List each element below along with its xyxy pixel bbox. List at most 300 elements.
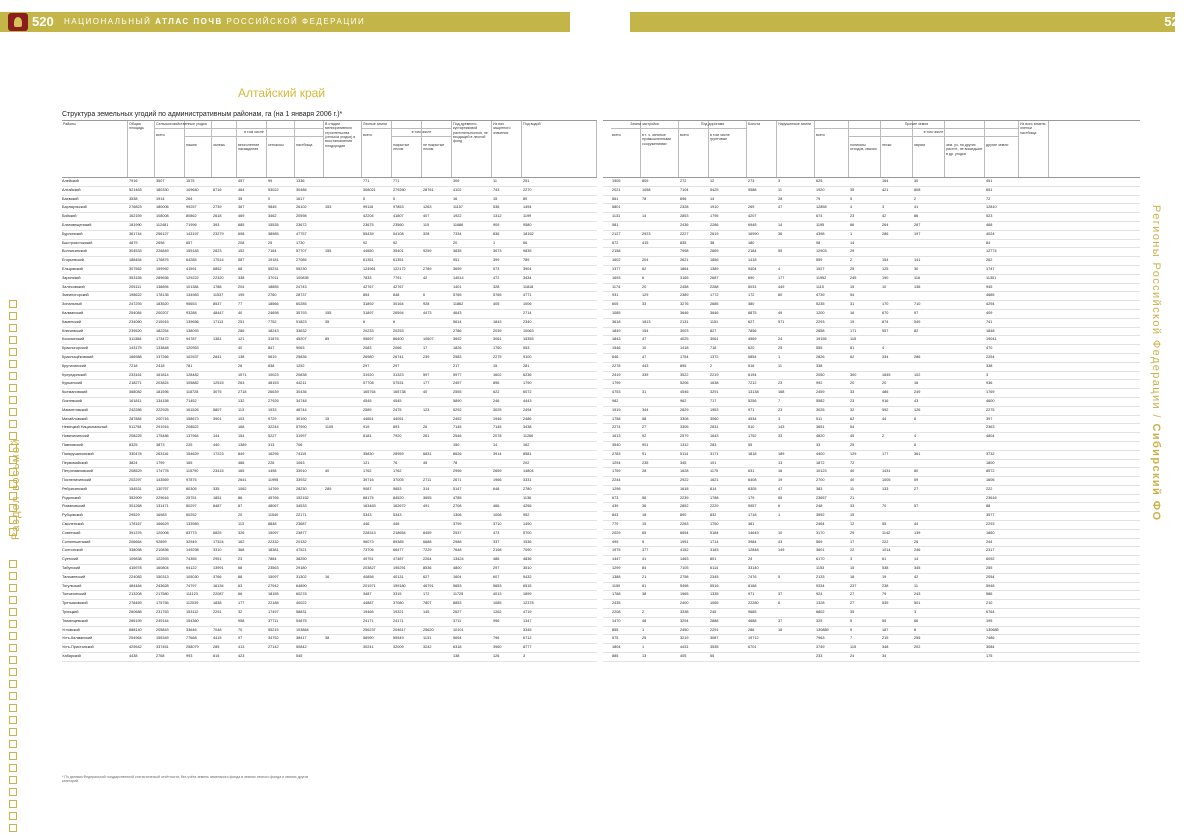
table-cell: 2780 bbox=[523, 486, 532, 491]
table-cell: 2641 bbox=[238, 478, 247, 483]
table-cell: 14 bbox=[778, 222, 783, 227]
table-cell: 6170 bbox=[816, 557, 825, 562]
table-cell: 165 bbox=[238, 469, 245, 474]
header-hayfields: сенокосы bbox=[267, 121, 295, 177]
table-cell: 23616 bbox=[986, 495, 997, 500]
table-cell: 143197 bbox=[186, 231, 199, 236]
table-cell: 3 bbox=[850, 557, 853, 562]
header-roads-dirt: в том числе грунтовые bbox=[709, 121, 747, 177]
table-cell: 1 bbox=[642, 627, 645, 632]
table-cell: 89385 bbox=[393, 539, 404, 544]
district-name: Суетский bbox=[62, 557, 79, 562]
table-cell: 1919 bbox=[612, 407, 621, 412]
table-cell: 20 bbox=[238, 513, 243, 518]
table-cell: 286 bbox=[914, 354, 921, 359]
table-cell: 28959 bbox=[393, 451, 404, 456]
table-cell: 228313 bbox=[363, 530, 376, 535]
district-name: Первомайский bbox=[62, 460, 88, 465]
table-cell: 470 bbox=[986, 346, 993, 351]
table-cell: 2841 bbox=[213, 354, 222, 359]
table-cell: 1 bbox=[642, 645, 645, 650]
table-cell: 286 bbox=[748, 627, 755, 632]
table-cell: 2039 bbox=[493, 328, 502, 333]
header-forested: покрытые лесом bbox=[392, 121, 422, 177]
table-cell: 1772 bbox=[710, 293, 719, 298]
table-cell: 10 bbox=[778, 530, 783, 535]
table-cell: 17514 bbox=[213, 258, 224, 263]
table-cell: 1418 bbox=[680, 346, 689, 351]
table-cell: 138 bbox=[453, 654, 460, 659]
district-name: Барнаульский bbox=[62, 205, 87, 210]
atlas-title-main: АТЛАС ПОЧВ bbox=[155, 17, 223, 26]
district-name: Быстроистокский bbox=[62, 240, 93, 245]
table-cell: 2459 bbox=[816, 390, 825, 395]
table-cell: 23 bbox=[850, 398, 855, 403]
table-cell: 129222 bbox=[186, 275, 199, 280]
table-cell: 4836 bbox=[523, 557, 532, 562]
table-cell: 11725 bbox=[453, 592, 464, 597]
table-cell: 149298 bbox=[186, 548, 199, 553]
table-cell: 338098 bbox=[129, 548, 142, 553]
table-cell: 557 bbox=[882, 328, 889, 333]
table-cell: 1750 bbox=[710, 522, 719, 527]
table-cell: 814 bbox=[710, 486, 717, 491]
table-row bbox=[62, 301, 597, 310]
table-cell: 94787 bbox=[186, 337, 197, 342]
table-cell: 338 bbox=[816, 363, 823, 368]
table-row bbox=[62, 345, 597, 354]
table-cell: 17324 bbox=[213, 539, 224, 544]
table-cell: 3170 bbox=[816, 530, 825, 535]
table-cell: 180330 bbox=[156, 187, 169, 192]
table-cell: 15355 bbox=[523, 337, 534, 342]
table-body-right bbox=[603, 177, 1140, 662]
table-cell: 11 bbox=[778, 363, 782, 368]
table-cell: 165738 bbox=[393, 390, 406, 395]
table-cell: 40 bbox=[850, 478, 855, 483]
table-cell: 6802 bbox=[816, 610, 825, 615]
table-cell: 890 bbox=[680, 513, 687, 518]
table-cell: 7476 bbox=[748, 574, 757, 579]
table-cell: 992 bbox=[816, 381, 823, 386]
table-cell: 2853 bbox=[680, 214, 689, 219]
table-cell: 77 bbox=[238, 302, 243, 307]
table-cell: 361 bbox=[914, 451, 921, 456]
table-cell: 698 bbox=[238, 231, 245, 236]
table-cell: 4443 bbox=[523, 398, 532, 403]
table-cell: 5619 bbox=[268, 354, 277, 359]
table-cell: 120953 bbox=[186, 346, 199, 351]
table-cell: 1768 bbox=[612, 592, 621, 597]
table-cell: 37011 bbox=[268, 275, 279, 280]
table-cell: 3710 bbox=[493, 522, 502, 527]
table-cell: 14804 bbox=[523, 469, 534, 474]
table-row bbox=[603, 477, 1140, 486]
table-cell: 1105 bbox=[325, 425, 334, 430]
table-cell: 130685 bbox=[986, 627, 999, 632]
table-cell: 55215 bbox=[268, 627, 279, 632]
table-cell: 1199 bbox=[523, 214, 532, 219]
table-cell: 286 bbox=[238, 328, 245, 333]
table-cell: 19181 bbox=[268, 258, 279, 263]
table-cell: 1754 bbox=[680, 354, 689, 359]
table-cell: 8168 bbox=[748, 583, 757, 588]
table-cell: 1381 bbox=[213, 337, 222, 342]
table-cell: 1788 bbox=[710, 495, 719, 500]
table-cell: 3766 bbox=[213, 574, 222, 579]
table-cell: 9087 bbox=[363, 486, 372, 491]
table-cell: 14 bbox=[710, 196, 715, 201]
table-cell: 334 bbox=[882, 354, 889, 359]
table-cell: 553 bbox=[523, 346, 530, 351]
table-row bbox=[62, 240, 597, 249]
table-cell: 130889 bbox=[816, 627, 829, 632]
table-cell: 10 bbox=[882, 284, 887, 289]
table-cell: 9835 bbox=[523, 249, 532, 254]
table-cell: 49751 bbox=[363, 557, 374, 562]
table-cell: 103 bbox=[238, 416, 245, 421]
table-cell: 3904 bbox=[523, 266, 532, 271]
table-cell: 936 bbox=[986, 381, 993, 386]
table-row bbox=[62, 187, 597, 196]
table-cell: 5614 bbox=[453, 319, 462, 324]
table-cell: 2988 bbox=[453, 539, 462, 544]
table-cell: 1498 bbox=[268, 469, 277, 474]
table-cell: 4739 bbox=[816, 293, 825, 298]
table-cell: 3291 bbox=[710, 390, 719, 395]
table-cell: 59 bbox=[882, 618, 887, 623]
table-cell: 2278 bbox=[612, 363, 621, 368]
table-cell: 510 bbox=[748, 425, 755, 430]
table-cell: 12 bbox=[850, 522, 855, 527]
table-cell: 486 bbox=[238, 460, 245, 465]
table-cell: 35830 bbox=[363, 451, 374, 456]
table-cell: 1860 bbox=[986, 530, 995, 535]
table-cell: 5 bbox=[393, 196, 396, 201]
table-cell: 179 bbox=[748, 495, 755, 500]
table-cell: 261 bbox=[423, 434, 430, 439]
table-cell: 24 bbox=[850, 654, 855, 659]
table-cell: 449 bbox=[778, 284, 785, 289]
table-cell: 10123 bbox=[816, 469, 827, 474]
table-cell: 10023 bbox=[268, 372, 279, 377]
table-cell: 44211 bbox=[296, 381, 307, 386]
table-cell: 31892 bbox=[363, 302, 374, 307]
table-cell: 1769 bbox=[986, 390, 995, 395]
table-row bbox=[603, 187, 1140, 196]
table-cell: 1606 bbox=[986, 478, 995, 483]
district-name: Заринский bbox=[62, 275, 81, 280]
table-cell: 13424 bbox=[453, 557, 464, 562]
table-cell: 838 bbox=[268, 363, 275, 368]
table-cell: 33 bbox=[642, 302, 647, 307]
table-cell: 1200 bbox=[816, 310, 825, 315]
table-cell: 368082 bbox=[129, 390, 142, 395]
table-cell: 7229 bbox=[423, 548, 432, 553]
table-cell: 97 bbox=[238, 636, 243, 641]
table-cell: 3075 bbox=[213, 390, 222, 395]
table-row bbox=[62, 609, 597, 618]
table-cell: 1299 bbox=[612, 566, 621, 571]
table-cell: 1922 bbox=[453, 214, 462, 219]
table-row bbox=[62, 574, 597, 583]
table-row bbox=[603, 354, 1140, 363]
table-cell: 247293 bbox=[129, 302, 142, 307]
table-cell: 25 bbox=[850, 442, 855, 447]
table-cell: 6072 bbox=[523, 390, 532, 395]
header-fallow: залежь bbox=[212, 121, 237, 177]
district-name: Усть-Пристанский bbox=[62, 645, 94, 650]
table-cell: 174778 bbox=[156, 469, 169, 474]
table-cell: 4398 bbox=[816, 231, 825, 236]
table-cell: 204 bbox=[238, 284, 245, 289]
table-cell: 1494 bbox=[523, 205, 532, 210]
table-cell: 6831 bbox=[423, 451, 432, 456]
table-row bbox=[603, 424, 1140, 433]
table-cell: 1306 bbox=[453, 513, 462, 518]
table-cell: 1905 bbox=[612, 179, 621, 183]
table-cell: 4 bbox=[778, 266, 781, 271]
table-cell: 144 bbox=[213, 434, 220, 439]
table-cell: 141 bbox=[914, 258, 921, 263]
district-name: Алтайский bbox=[62, 187, 81, 192]
table-cell: 27 bbox=[642, 425, 647, 430]
table-cell: 1813 bbox=[642, 319, 651, 324]
table-cell: 249144 bbox=[156, 618, 169, 623]
table-cell: 3462 bbox=[268, 214, 277, 219]
table-cell: 7090 bbox=[523, 548, 532, 553]
table-cell: 3655 bbox=[423, 495, 432, 500]
table-cell: 571 bbox=[778, 319, 785, 324]
right-region-label-prefix: Регионы Российской Федерации / bbox=[1150, 205, 1162, 424]
table-row bbox=[62, 477, 597, 486]
table-cell: 409 bbox=[986, 310, 993, 315]
table-cell: 7486 bbox=[986, 636, 995, 641]
table-cell: 2363 bbox=[986, 425, 995, 430]
table-cell: 198622 bbox=[129, 293, 142, 298]
table-cell: 8536 bbox=[423, 566, 432, 571]
table-cell: 2457 bbox=[453, 381, 462, 386]
table-cell: 2708 bbox=[453, 504, 462, 509]
table-cell: 6114 bbox=[710, 566, 719, 571]
table-cell: 670 bbox=[882, 310, 889, 315]
table-cell: 76 bbox=[393, 460, 398, 465]
table-cell: 5807 bbox=[213, 407, 222, 412]
table-cell: 9 bbox=[850, 627, 853, 632]
table-cell: 423 bbox=[238, 654, 245, 659]
table-row bbox=[603, 178, 1140, 187]
table-cell: 4024 bbox=[986, 231, 995, 236]
table-cell: 344 bbox=[642, 407, 649, 412]
table-cell: 1159 bbox=[612, 583, 621, 588]
table-cell: 15 bbox=[850, 513, 855, 518]
table-cell: 31 bbox=[850, 302, 855, 307]
table-row bbox=[603, 495, 1140, 504]
table-cell: 3219 bbox=[680, 636, 689, 641]
table-cell: 7 bbox=[778, 398, 781, 403]
table-cell: 2658 bbox=[816, 328, 825, 333]
table-cell: 555 bbox=[816, 346, 823, 351]
table-cell: 4600 bbox=[986, 398, 995, 403]
table-cell: 44 bbox=[914, 522, 919, 527]
left-section-label: Раздел восьмой bbox=[10, 438, 22, 540]
table-cell: 1848 bbox=[986, 328, 995, 333]
table-cell: 885 bbox=[612, 654, 619, 659]
atlas-emblem-icon bbox=[8, 13, 28, 31]
table-cell: 2244 bbox=[612, 478, 621, 483]
table-cell: 1008 bbox=[493, 513, 502, 518]
table-cell: 95653 bbox=[186, 302, 197, 307]
table-cell: 672 bbox=[612, 240, 619, 245]
table-cell: 2291 bbox=[710, 627, 719, 632]
district-name: Зональный bbox=[62, 302, 82, 307]
table-row bbox=[62, 433, 597, 442]
district-name: Павловский bbox=[62, 442, 83, 447]
table-cell: 2464 bbox=[816, 522, 825, 527]
district-name: Родинский bbox=[62, 495, 81, 500]
table-cell: 1063 bbox=[296, 460, 305, 465]
table-cell: 22188 bbox=[268, 601, 279, 606]
table-cell: 5343 bbox=[363, 513, 372, 518]
group-other-incl: в том числе bbox=[849, 129, 1019, 137]
table-cell: 14769 bbox=[268, 486, 279, 491]
table-cell: 1613 bbox=[612, 434, 621, 439]
table-cell: 5147 bbox=[453, 486, 462, 491]
table-cell: 6305 bbox=[748, 486, 757, 491]
table-cell: 5206 bbox=[680, 381, 689, 386]
table-cell: 5114 bbox=[680, 451, 689, 456]
table-cell: 108008 bbox=[156, 214, 169, 219]
table-cell: 5516 bbox=[710, 583, 719, 588]
table-cell: 5653 bbox=[493, 583, 502, 588]
table-row bbox=[603, 284, 1140, 293]
table-cell: 3294 bbox=[680, 618, 689, 623]
table-cell: 14 bbox=[642, 214, 647, 219]
table-cell: 26102 bbox=[296, 205, 307, 210]
table-cell: 208529 bbox=[129, 469, 142, 474]
table-cell: 88 bbox=[986, 504, 991, 509]
table-cell: 56 bbox=[642, 495, 647, 500]
table-cell: 57707 bbox=[296, 249, 307, 254]
district-name: Краснощёковский bbox=[62, 354, 94, 359]
table-cell: 2579 bbox=[680, 434, 689, 439]
table-row bbox=[603, 451, 1140, 460]
table-cell: 1347 bbox=[523, 618, 532, 623]
table-cell: 421 bbox=[882, 187, 889, 192]
table-cell: 5948 bbox=[986, 583, 995, 588]
table-cell: 3699 bbox=[453, 266, 462, 271]
table-cell: 150313 bbox=[156, 574, 169, 579]
table-cell: 12515 bbox=[213, 381, 224, 386]
table-cell: 95697 bbox=[363, 337, 374, 342]
table-cell: 335 bbox=[213, 486, 220, 491]
table-cell: 2687 bbox=[710, 275, 719, 280]
table-cell: 3799 bbox=[453, 522, 462, 527]
table-cell: 13 bbox=[778, 460, 783, 465]
land-table-left bbox=[62, 120, 597, 659]
table-cell: 1388 bbox=[612, 574, 621, 579]
table-row bbox=[62, 416, 597, 425]
table-cell: 7 bbox=[850, 636, 853, 641]
table-cell: 32244 bbox=[268, 425, 279, 430]
table-cell: 255 bbox=[914, 636, 921, 641]
table-cell: 60 bbox=[778, 293, 783, 298]
table-cell: 1762 bbox=[393, 469, 402, 474]
table-cell: 297 bbox=[493, 566, 500, 571]
table-cell: 2317 bbox=[986, 548, 995, 553]
table-cell: 8 bbox=[914, 627, 917, 632]
table-cell: 901 bbox=[642, 442, 649, 447]
table-cell: 37 bbox=[778, 618, 783, 623]
table-cell: 581 bbox=[612, 222, 619, 227]
district-name: Немецкий Национальный bbox=[62, 425, 108, 430]
table-row bbox=[62, 521, 597, 530]
table-cell: 1645 bbox=[882, 372, 891, 377]
table-row bbox=[603, 583, 1140, 592]
table-cell: 143 bbox=[778, 425, 785, 430]
table-cell: 40 bbox=[238, 310, 243, 315]
table-row bbox=[62, 257, 597, 266]
table-cell: 2583 bbox=[453, 354, 462, 359]
table-cell: 1418 bbox=[748, 258, 757, 263]
table-cell: 1602 bbox=[612, 258, 621, 263]
table-cell: 47 bbox=[778, 486, 783, 491]
table-cell: 215915 bbox=[156, 319, 169, 324]
table-cell: 29529 bbox=[129, 513, 140, 518]
table-cell: 4294 bbox=[986, 302, 995, 307]
table-cell: 314 bbox=[423, 486, 430, 491]
table-cell: 651 bbox=[986, 187, 993, 192]
table-cell: 7807 bbox=[423, 601, 432, 606]
header-landfills: полигоны отходов, свалки bbox=[849, 121, 881, 177]
table-cell: 2826 bbox=[816, 354, 825, 359]
table-cell: 3507 bbox=[156, 179, 165, 183]
table-cell: 154 bbox=[882, 258, 889, 263]
table-cell: 7145 bbox=[453, 425, 462, 430]
table-cell: 210 bbox=[986, 601, 993, 606]
table-cell: 46791 bbox=[423, 583, 434, 588]
table-cell: 4753 bbox=[612, 390, 621, 395]
table-cell: 345 bbox=[914, 566, 921, 571]
table-cell: 33140 bbox=[748, 566, 759, 571]
table-cell: 836 bbox=[493, 231, 500, 236]
table-cell: 2829 bbox=[680, 407, 689, 412]
table-cell: 80305 bbox=[186, 486, 197, 491]
table-cell: 34533 bbox=[296, 504, 307, 509]
table-cell: 195 bbox=[986, 618, 993, 623]
table-cell: 8848 bbox=[268, 522, 277, 527]
table-cell: 446 bbox=[363, 522, 370, 527]
table-cell: 234060 bbox=[129, 319, 142, 324]
table-cell: 429542 bbox=[129, 645, 142, 650]
table-cell: 352909 bbox=[129, 495, 142, 500]
table-cell: 72 bbox=[986, 196, 991, 201]
table-cell: 71452 bbox=[186, 398, 197, 403]
table-cell: 92 bbox=[642, 434, 647, 439]
table-row bbox=[62, 583, 597, 592]
table-cell: 115 bbox=[850, 337, 857, 342]
table-cell: 4102 bbox=[453, 187, 462, 192]
table-cell: 9580 bbox=[523, 222, 532, 227]
table-cell: 6 bbox=[423, 293, 426, 298]
table-cell: 23279 bbox=[213, 231, 224, 236]
table-cell: 5432 bbox=[523, 574, 532, 579]
table-cell: 3025 bbox=[493, 407, 502, 412]
table-row bbox=[603, 556, 1140, 565]
table-cell: 109838 bbox=[129, 557, 142, 562]
table-cell: 19041 bbox=[986, 337, 997, 342]
table-cell: 4688 bbox=[748, 618, 757, 623]
